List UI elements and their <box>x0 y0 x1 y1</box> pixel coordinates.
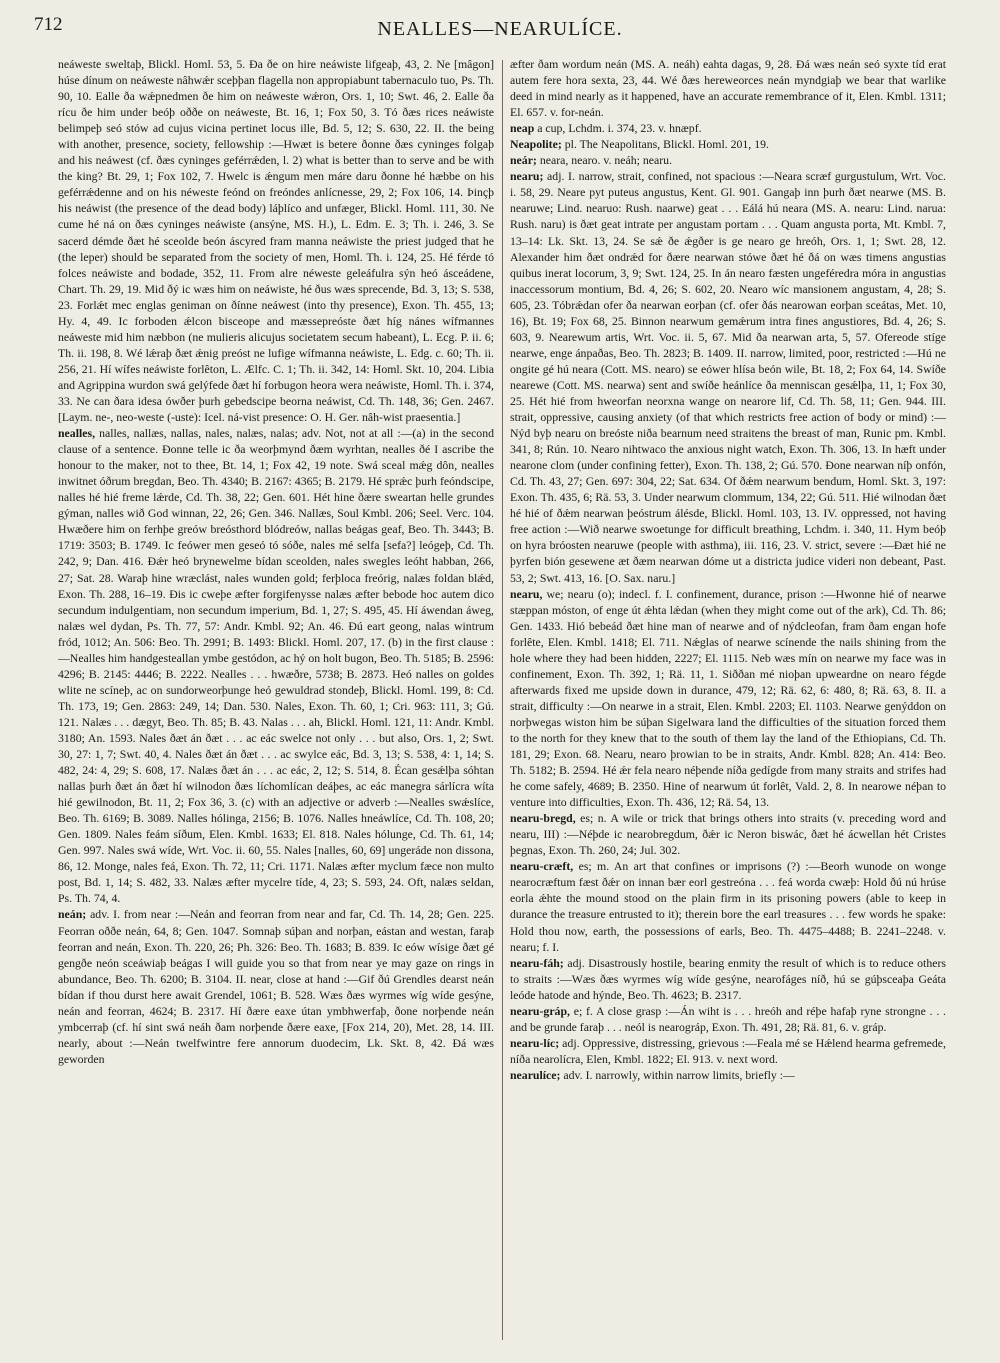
dictionary-entry <box>58 56 494 425</box>
dictionary-entry <box>58 906 494 1066</box>
right-column <box>510 56 946 1352</box>
dictionary-entry <box>58 425 494 906</box>
dictionary-entry <box>510 1035 946 1067</box>
dictionary-entry <box>510 120 946 136</box>
dictionary-entry <box>510 858 946 954</box>
entry-headword: nearu-gráp, <box>510 1003 570 1018</box>
dictionary-entry <box>510 56 946 120</box>
entry-headword: neán; <box>58 907 87 922</box>
dictionary-entry <box>510 168 946 585</box>
dictionary-entry <box>510 152 946 168</box>
running-head: NEALLES—NEARULÍCE. <box>377 18 623 40</box>
dictionary-entry <box>510 810 946 858</box>
dictionary-entry <box>510 1003 946 1035</box>
entry-headword: nearu-fáh; <box>510 955 564 970</box>
entry-text: pl. The Neapolitans, Blickl. Homl. 201, 19. <box>561 137 769 152</box>
entry-headword: nearulíce; <box>510 1067 561 1082</box>
entry-text: adv. I. from near :—Neán and feorran from near and far, Cd. Th. 14, 28; Gen. 225. Feorran oððe neán, 64, 8; Gen. 1047. Somnaþ súþan and norþan, eástan and westan, faraþ feorran and neán, Exon. Th. 220, 26; Ph. 326: Beo. Th. 1683; B. 839. Ic eów wísige ðæt gé gengðe neón sceáwiaþ beágas I will guide you so that from near ye may gaze on rings in abundance, Beo. Th. 6200; B. 3104. II. near, close at hand :—Gif ðú Grendles dearst neán bídan if thou durst here await Grendel, 1061; B. 528. Wæs ðæs wyrmes wíg wíde gesýne, neán and feorran, 4624; B. 2317. Hí ðære eaxe útan ymbhwerfaþ, ðone norþende neán ymbcerraþ (cf. hí sint swá neáh ðam norþende ðære eaxe, [Fox 214, 20), Met. 28, 14. III. nearly, about :—Neán twelfwintre fere annorum duodecim, Lk. Skt. 8, 42. Ðá wæs geworden <box>58 907 494 1066</box>
dictionary-entry <box>510 955 946 1003</box>
entry-headword: nearu, <box>510 586 543 601</box>
entry-text: neáweste sweltaþ, Blickl. Homl. 53, 5. Ða ðe on hire neáwiste lifgeaþ, 43, 2. Ne [mâgon] húse dínum on neáweste nâhwǽr sceþþan flagella non appropiabunt tabernaculo tuo, Ps. Th. 90, 10. Ealle ða wǽpnedmen ðe him on neáweste wǽron, Ors. 1, 10; Swt. 46, 2. Ealle ða rícu ðe him under beóþ oððe on neáweste, Bt. 16, 1; Fox 50, 3. Tó ðæs rices neáwiste belimpeþ seó stów ad cujus vicina pertinet locus ille, Bd. 5, 12; S. 630, 22. II. the being with another, presence, society, fellowship :—Hwæt is betere ðonne ðæs cyninges folgaþ and his neáwest (cf. ðæs cyninges geférrǽden, l. 2) what is better than to serve and be with the king? Bt. 29, 1; Fox 102, 7. Hwelc is ǽngum men máre daru ðonne hé hæbbe on his geférrǽdenne and on his néweste feónd on freóndes anlícnesse, 29, 2; Fox 106, 14. Þinçþ his neáwist (the presence of the dead body) láþlíco and unfæger, Blickl. Homl. 111, 30. Ne cume hé ná on ðæs cyninges neáwiste (ansýne, MS. H.), L. Edm. E. 3; Th. i. 246, 3. Se sacerd démde ðæt hé sceolde beón áscyred fram manna neáwiste the priest judged that he (the leper) should be separated from the society of men, Homl. Th. i. 124, 25. Hé férde tó folces neáwiste and bodade, 352, 11. From alre néweste geleáfulra sýn heó ásceádene, Chart. Th. 29, 19. Mid ðý ic wæs him on neáwiste, hé ðus wæs sprecende, Bd. 3, 13; S. 538, 23. Forlǽt mec englas geniman on ðínne neáwest (into thy presence), Exon. Th. 455, 13; Hy. 4, 49. Ic forboden ǽlcon bisceope and mæssepreóste ðæt híg nánes wífmannes neáweste mid him næbbon (ne mulieris alicujus societatem secum habeant), L. Ecg. P. ii. 6; Th. ii. 198, 8. Wé lǽraþ ðæt ǽnig preóst ne lufige wífmanna neáwiste, L. Edg. c. 60; Th. ii. 256, 21. Hí wífes neáwiste forlêton, L. Ælfc. C. 1; Th. ii. 342, 14: Homl. Skt. 10, 204. Libia and Agrippina wurdon swá gelýfede ðæt hí forbugon heora wera neáwiste, Homl. Th. i. 374, 33. Ne can ðara idesa ówðer þurh gebedscipe beorna neáwist, Cd. Th. 148, 36; Gen. 2467. [Laym. ne-, neo-weste (-uste): Icel. ná-vist presence: O. H. Ger. nâh-wist praesentia.] <box>58 57 494 425</box>
entry-text: neara, nearo. v. neáh; nearu. <box>536 153 673 168</box>
entry-text: a cup, Lchdm. i. 374, 23. v. hnæpf. <box>534 121 702 136</box>
entry-text: es; m. An art that confines or imprisons (?) :—Beorh wunode on wonge nearocræftum fæst ðǽr on innan bær eorl gestreóna . . . feá worda cwæþ: Hold ðú nú hrúse eorla ǽhte the mound stood on the plain firm in its prisoning powers (able to keep in durance the treasure entrusted to it); therein bore the earl treasures . . . few words he spake: Hold thou now, earth, the possessions of earls, Beo. Th. 4475–4488; B. 2241–2248. v. nearu; f. I. <box>510 859 946 954</box>
entry-headword: Neapolite; <box>510 137 562 152</box>
entry-text: e; f. A close grasp :—Án wiht is . . . hreóh and réþe hafaþ ryne strongne . . . and be grunde faraþ . . . neól is nearográp, Exon. Th. 491, 28; Rä. 81, 6. v. gráp. <box>510 1003 946 1034</box>
entry-headword: nearu-bregd, <box>510 811 576 826</box>
dictionary-entry <box>510 1067 946 1083</box>
entry-headword: nearu-líc; <box>510 1035 560 1050</box>
page-number: 712 <box>34 14 63 35</box>
entry-text: adv. I. narrowly, within narrow limits, briefly :— <box>560 1067 795 1082</box>
dictionary-entry <box>510 586 946 811</box>
entry-headword: nearu; <box>510 169 544 184</box>
column-divider <box>502 60 503 1340</box>
entry-text: we; nearu (o); indecl. f. I. confinement, durance, prison :—Hwonne hié of nearwe stæppan móston, of enge út ǽhta lǽdan (when they might come out of the ark), Cd. Th. 86; Gen. 1433. Hió bebeád ðæt hine man of nearwe and of nýdcleofan, fram ðam engan hofe forlête, Elen. Kmbl. 1418; El. 711. Nǽglas of nearwe scínende the nails shining from the hole where they had been hidden, 2227; El. 1115. Neb wæs mín on nearwe my face was in confinement, Exon. Th. 392, 1; Rä. 11, 1. Siððan mé nioþan upweardne on nearo fégde afterwards fixed me upside down in durance, 479, 12; Rä. 62, 6: 480, 8; Rä. 63, 8. II. a strait, difficulty :—On nearwe in a strait, Elen. Kmbl. 2203; El. 1103. Nearwe genýddon on norþwegas wiston him be súþan Sigelwara land the difficulties of the situation forced them to the north for they knew that to the south of them lay the land of the Ethiopians, Cd. Th. 181, 29; Exon. 68. Nearu, nearo þrowian to be in straits, Andr. Kmbl. 828; An. 414: Beo. Th. 5182; B. 2594. Hé ǽr fela nearo néþende níða gedígde from many straits and strifes had he come safely, 4689; B. 2350. Hine of nearwum út forlêt, Vald. 2, 8. In nearowe néþan to venture into difficulties, Exon. Th. 436, 12; Rä. 54, 13. <box>510 586 946 810</box>
entry-headword: nearu-cræft, <box>510 859 574 874</box>
entry-text: adj. Oppressive, distressing, grievous :—Feala mé se Hǽlend hearma gefremede, níða nearolícra, Elen, Kmbl. 1822; El. 913. v. next word. <box>510 1035 946 1066</box>
entry-headword: neap <box>510 121 535 136</box>
entry-text: es; n. A wile or trick that brings others into straits (v. preceding word and nearu, III) :—Néþde ic nearobregdum, ðǽr ic Neron biswác, ðæt hé ácwellan hét Cristes þegnas, Exon. Th. 260, 24; Jul. 302. <box>510 811 946 858</box>
entry-text: adj. Disastrously hostile, bearing enmity the result of which is to reduce others to straits :—Wæs ðæs wyrmes wíg wíde gesýne, nearofáges níð, hú se gúþsceaþa Geáta leóde hatode and hýnde, Beo. Th. 4623; B. 2317. <box>510 955 946 1002</box>
entry-text: æfter ðam wordum neán (MS. A. neáh) eahta dagas, 9, 28. Ðá wæs neán seó syxte tíd erat autem fere hora sexta, 23, 44. Wé ðæs hereweorces neán myndgiaþ we bear that warlike deed in mind nearly as it happened, have an accurate remembrance of it, Elen. Kmbl. 1311; El. 657. v. for-neán. <box>510 57 946 120</box>
entry-text: adj. I. narrow, strait, confined, not spacious :—Neara scræf gurgustulum, Wrt. Voc. i. 58, 29. Neare pyt puteus angustus, Kent. Gl. 901. Gangaþ inn þurh ðæt nearwe (MS. B. nearuwe; Lind. nearuo: Rush. naarwe) geat . . . Eálá hú neara (MS. A. nearu: Lind. narua: Rush. naru) is ðæt geat intrate per angustam portam . . . Quam angusta porta, Mt. Kmbl. 7, 13–14: Lk. Skt. 13, 24. Se sǽ ðe ǽgðer is ge nearo ge hreóh, Ors. 1, 1; Swt. 28, 12. Alexander him ðæt ondrǽd for ðære nearwan stówe ðæt hé ðá on wæs timens angustias quibus inerat locorum, 3, 9; Swt. 124, 25. In án nearo fæsten ungeféredra móra in angustias inaccessorum montium, Bd. 4, 26; S. 602, 20. Nearo wíc mansionem angustam, 4, 28; S. 605, 23. Tóbrǽdan ofer ða nearwan eorþan (cf. ofer ðás nearowan eorþan sceátas, Met. 10, 16), Bt. 19; Fox 68, 25. Binnon nearwum gemǽrum intra fines angustiores, Bd. 4, 26; S. 603, 9. Nearewum artis, Wrt. Voc. ii. 5, 67. Mid ða nearwan arta, 5, 57. Ofereode stíge nearwe, enge ánpaðas, Beo. Th. 2823; B. 1409. II. narrow, limited, poor, restricted :—Hú ne ongite gé hú neara (Cott. MS. nearo) se eówer hlísa beón wile, Bt. 18, 2; Fox 64, 14. Swíðe nearewe (Cott. MS. nearwa) sent and swíðe heánlíce ða menniscan gesǽlþa, 11, 1; Fox 30, 25. Hét hié from hweorfan neorxna wange on nearore lif, Cd. Th. 58, 11; Gen. 944. III. strait, oppressive, causing anxiety (of that which restricts free action of body or mind) :—Nýd byþ nearu on breóste niða bearnum need straitens the breast of man, Runic pm. Kmbl. 341, 8; Rún. 10. Nearo nihtwaco the anxious night watch, Exon. Th. 306, 13. In hæft under nearone clom (under confining fetter), Exon. Th. 138, 2; Gú. 570. Ðone nearwan níþ onfón, Cd. Th. 43, 27; Gen. 697: 304, 22; Sat. 634. Of ðǽm nearwum bendum, Homl. Skt. 3, 197: Exon. Th. 435, 6; Rä. 53, 3. Under nearwum clommum, 134, 22; Gú. 511. Hié wilnodan ðæt hé hié of ðǽm nearwan þeóstrum álésde, Blickl. Homl. 103, 13. IV. oppressed, not having free action :—Wið nearwe swoetunge for difficult breathing, Lchdm. i. 340, 11. Hym beóþ on hyra bróosten nearuwe (people with asthma), iii. 116, 23. V. strict, severe :—Ðæt hié ne þyrfen bión gesewene æt ðæm nearwan dóme ut a districta judice videri non debeant, Past. 53, 2; Swt. 413, 16. [O. Sax. naru.] <box>510 169 946 585</box>
entry-headword: neár; <box>510 153 537 168</box>
left-column <box>58 56 494 1352</box>
entry-text: nalles, nallæs, nallas, nales, nalæs, nalas; adv. Not, not at all :—(a) in the second clause of a sentence. Ðonne telle ic ða weorþmynd ðæm wyrhtan, nealles ðé I ascribe the honour to the maker, not to thee, Bt. 14, 1; Fox 42, 19 note. Swá sceal mǽg dôn, nealles inwitnet óðrum bregdan, Beo. Th. 4340; B. 2167: 4365; B. 2179. Hé sprǽc þurh feóndscipe, nalles hé hié freme lǽrde, Cd. Th. 38, 22; Gen. 601. Hét hine ðære sweartan helle grundes gýman, nalles wið God winnan, 22, 26; Gen. 346. Nallæs, Soul Kmbl. 206; Seel. Verc. 104. Hwæðere him on ferhþe greów breósthord blódreów, nallas beágas geaf, Beo. Th. 3443; B. 1719: 3503; B. 1749. Ic feówer men geseó tó sóðe, nales mé selfa [sefa?] leógeþ, Cd. Th. 242, 9; Dan. 416. Ðǽr heó brynewelme bídan sceolden, nales swegles leóht habban, 266, 27; Sat. 28. Waraþ hine wræclást, nales wunden gold; ferþloca freórig, nalæs foldan blǽd, Exon. Th. 288, 16–19. Ðis ic cweþe æfter forgifenysse nalæs æfter bebode hoc autem dico secundum indulgentiam, non secundum imperium, Bd. 1, 27; S. 495, 45. Hí áwendan áweg, nalæs wel dydan, Ps. Th. 77, 57: Andr. Kmbl. 92; An. 46. Ðú eart geong, nalas wintrum fród, 1012; An. 506: Beo. Th. 2991; B. 1493: Blickl. Homl. 207, 17. (b) in the first clause :—Nealles him handgesteallan ymbe gestódon, ac hý on holt bugon, Beo. Th. 5185; B. 2596: 4296; B. 2145: 4446; B. 2222. Nealles . . . hwæðre, 5738; B. 2873. Heó nalles on goldes wlite ne scíneþ, ac on sundorweorþunge heó gewuldrad stondeþ, Blickl. Homl. 199, 8: Cd. Th. 173, 19; Gen. 2863: 249, 14; Dan. 530. Nales, Exon. Th. 60, 1; Cri. 963: 111, 3; Gú. 121. Nalæs . . . dægyt, Beo. Th. 85; B. 43. Nalas . . . ah, Blickl. Homl. 121, 11: Andr. Kmbl. 3180; An. 1593. Nales ðæt án ðæt . . . ac eác swelce not only . . . but also, Ors. 1, 2; Swt. 30, 27: 1, 7; Swt. 40, 4. Nales ðæt án ðæt . . . ac swylce eác, Bd. 3, 13; S. 538, 4: 1, 14; S. 482, 24: 4, 29; S. 608, 17. Nalæs ðæt án . . . ac eác, 2, 12; S. 514, 8. Écan gesǽlþa sóhtan nallas þurh ðæt án ðæt hí wilnodon ðæs líchomlícan deáþes, ac eác manegra sárlícra wíta hié gewilnodon, Bt. 11, 2; Fox 36, 3. (c) with an adjective or adverb :—Nealles swǽslíce, Beo. Th. 6169; B. 3089. Nalles hólinga, 2156; B. 1076. Nalles hneáwlíce, Cd. Th. 108, 20; Gen. 1809. Nales feám síðum, Elen. Kmbl. 1633; El. 818. Nales hólunge, Cd. Th. 61, 14; Gen. 997. Nales swá wíde, Wrt. Voc. ii. 60, 55. Nales [nalles, 60, 69] ungeráde non dissona, 86, 12. Monge, nales feá, Exon. Th. 72, 11; Cri. 1171. Nalæs æfter myclum fæce non multo post, Bd. 1, 14; S. 482, 33. Nalæs æfter mycelre tíde, 4, 23; S. 593, 24. Oft, nalæs seldan, Ps. Th. 74, 4. <box>58 426 494 906</box>
entry-headword: nealles, <box>58 426 96 441</box>
dictionary-entry <box>510 136 946 152</box>
